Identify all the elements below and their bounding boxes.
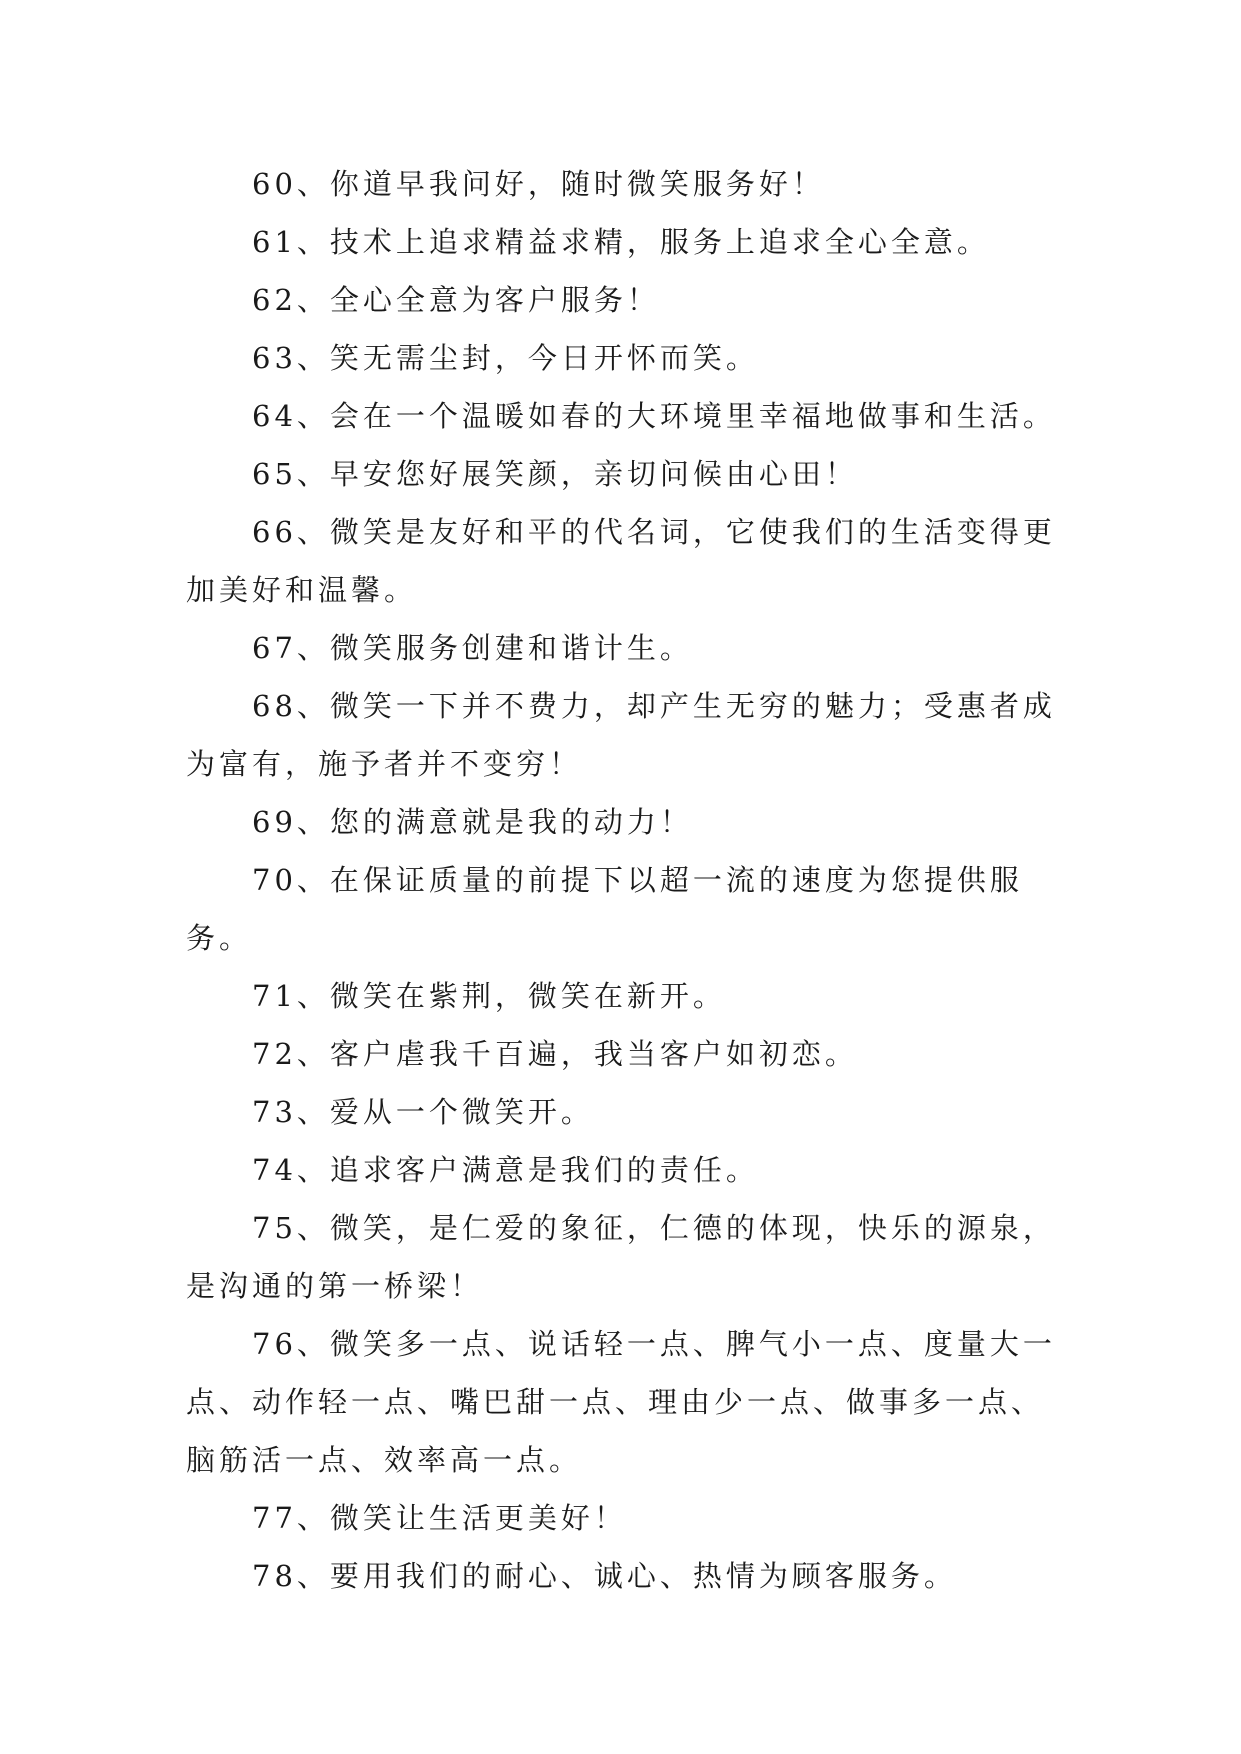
paragraph-75: 75、微笑，是仁爱的象征，仁德的体现，快乐的源泉，是沟通的第一桥梁！ <box>186 1211 1056 1303</box>
paragraph-60: 60、你道早我问好，随时微笑服务好！ <box>252 167 825 201</box>
paragraph-66: 66、微笑是友好和平的代名词，它使我们的生活变得更加美好和温馨。 <box>186 515 1056 607</box>
paragraph-72: 72、客户虐我千百遍，我当客户如初恋。 <box>252 1037 858 1071</box>
paragraph-73: 73、爱从一个微笑开。 <box>252 1095 594 1129</box>
paragraph-68: 68、微笑一下并不费力，却产生无穷的魅力；受惠者成为富有，施予者并不变穷！ <box>186 689 1056 781</box>
paragraph-69: 69、您的满意就是我的动力！ <box>252 805 693 839</box>
paragraph-61: 61、技术上追求精益求精，服务上追求全心全意。 <box>252 225 990 259</box>
paragraph-64: 64、会在一个温暖如春的大环境里幸福地做事和生活。 <box>252 399 1056 433</box>
paragraph-67: 67、微笑服务创建和谐计生。 <box>252 631 693 665</box>
paragraph-70: 70、在保证质量的前提下以超一流的速度为您提供服务。 <box>186 863 1023 955</box>
paragraph-74: 74、追求客户满意是我们的责任。 <box>252 1153 759 1187</box>
paragraph-62: 62、全心全意为客户服务！ <box>252 283 660 317</box>
paragraph-76: 76、微笑多一点、说话轻一点、脾气小一点、度量大一点、动作轻一点、嘴巴甜一点、理由少一点、做事多一点、脑筋活一点、效率高一点。 <box>186 1327 1056 1477</box>
paragraph-77: 77、微笑让生活更美好！ <box>252 1501 627 1535</box>
paragraph-78: 78、要用我们的耐心、诚心、热情为顾客服务。 <box>252 1559 957 1593</box>
paragraph-65: 65、早安您好展笑颜，亲切问候由心田！ <box>252 457 858 491</box>
paragraph-71: 71、微笑在紫荆，微笑在新开。 <box>252 979 726 1013</box>
paragraph-63: 63、笑无需尘封，今日开怀而笑。 <box>252 341 759 375</box>
document-body <box>186 155 1066 1605</box>
